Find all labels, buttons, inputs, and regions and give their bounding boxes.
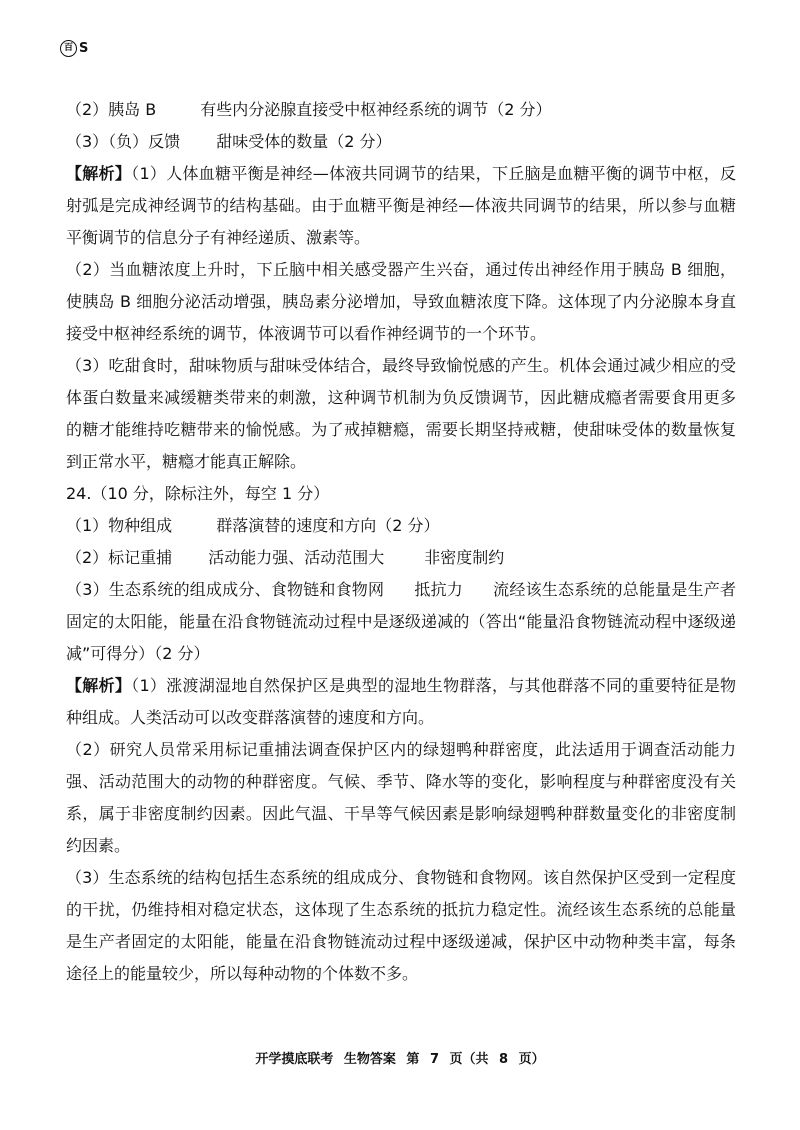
answer-point: 非密度制约: [424, 548, 505, 567]
answer-point: 甜味受体的数量（2 分）: [216, 132, 392, 151]
q24-header: 24.（10 分，除标注外，每空 1 分）: [66, 484, 330, 503]
q24-analysis-1: [66, 670, 736, 734]
answer-point: 抵抗力: [414, 580, 463, 599]
answer-label: （3）（负）反馈: [66, 132, 181, 151]
q24-answer-2: [66, 542, 736, 574]
answer-point: 活动能力强、活动范围大: [208, 548, 385, 567]
answer-label: （3）生态系统的组成成分、食物链和食物网: [66, 580, 385, 599]
q24-answer-3: [66, 574, 736, 670]
analysis-text: （1）涨渡湖湿地自然保护区是典型的湿地生物群落，与其他群落不同的重要特征是物种组成。人类活动可以改变群落演替的速度和方向。: [66, 676, 736, 727]
analysis-tag: 【解析】: [66, 676, 132, 695]
answer-label: （2）胰岛 B: [66, 100, 157, 119]
logo-suffix: S: [79, 41, 89, 56]
analysis-text: （1）人体血糖平衡是神经—体液共同调节的结果，下丘脑是血糖平衡的调节中枢，反射弧是完成神经调节的结构基础。由于血糖平衡是神经—体液共同调节的结果，所以参与血糖平衡调节的信息分子有神经递质、激素等。: [66, 164, 736, 247]
q24-answer-1: [66, 510, 736, 542]
page-footer: 开学摸底联考 生物答案 第 7 页（共 8 页）: [255, 1052, 545, 1067]
q23-analysis-3: （3）吃甜食时，甜味物质与甜味受体结合，最终导致愉悦感的产生。机体会通过减少相应的受体蛋白数量来减缓糖类带来的刺激，这种调节机制为负反馈调节，因此糖成瘾者需要食用更多的糖才能维持吃糖带来的愉悦感。为了戒掉糖瘾，需要长期坚持戒糖，使甜味受体的数量恢复到正常水平，糖瘾才能真正解除。: [66, 356, 736, 471]
answer-label: （1）物种组成: [66, 516, 173, 535]
analysis-tag: 【解析】: [66, 164, 132, 183]
q23-analysis-2: （2）当血糖浓度上升时，下丘脑中相关感受器产生兴奋，通过传出神经作用于胰岛 B 细胞，使胰岛 B 细胞分泌活动增强，胰岛素分泌增加，导致血糖浓度下降。这体现了内分泌腺本身直接受中枢神经系统的调节，体液调节可以看作神经调节的一个环节。: [66, 260, 736, 343]
answer-point: 有些内分泌腺直接受中枢神经系统的调节（2 分）: [200, 100, 552, 119]
answer-point: 群落演替的速度和方向（2 分）: [216, 516, 440, 535]
logo-circle-icon: 百: [60, 40, 77, 57]
answer-content: [66, 94, 736, 990]
q23-answer-2: [66, 94, 736, 126]
q24-analysis-3: （3）生态系统的结构包括生态系统的组成成分、食物链和食物网。该自然保护区受到一定程度的干扰，仍维持相对稳定状态，这体现了生态系统的抵抗力稳定性。流经该生态系统的总能量是生产者固定的太阳能，能量在沿食物链流动过程中逐级递减，保护区中动物种类丰富，每条途径上的能量较少，所以每种动物的个体数不多。: [66, 868, 736, 983]
answer-label: （2）标记重捕: [66, 548, 173, 567]
answer-point: 流经该生态系统的总能量是生产者固定的太阳能，能量在沿食物链流动过程中是逐级递减的（答出“能量沿食物链流动程中逐级递减”可得分）（2 分）: [66, 580, 736, 663]
q24-analysis-2: （2）研究人员常采用标记重捕法调查保护区内的绿翅鸭种群密度，此法适用于调查活动能力强、活动范围大的动物的种群密度。气候、季节、降水等的变化，影响程度与种群密度没有关系，属于非密度制约因素。因此气温、干旱等气候因素是影响绿翅鸭种群数量变化的非密度制约因素。: [66, 740, 736, 855]
q23-analysis-1: [66, 158, 736, 254]
brand-logo: [60, 40, 88, 57]
q23-answer-3: [66, 126, 736, 158]
